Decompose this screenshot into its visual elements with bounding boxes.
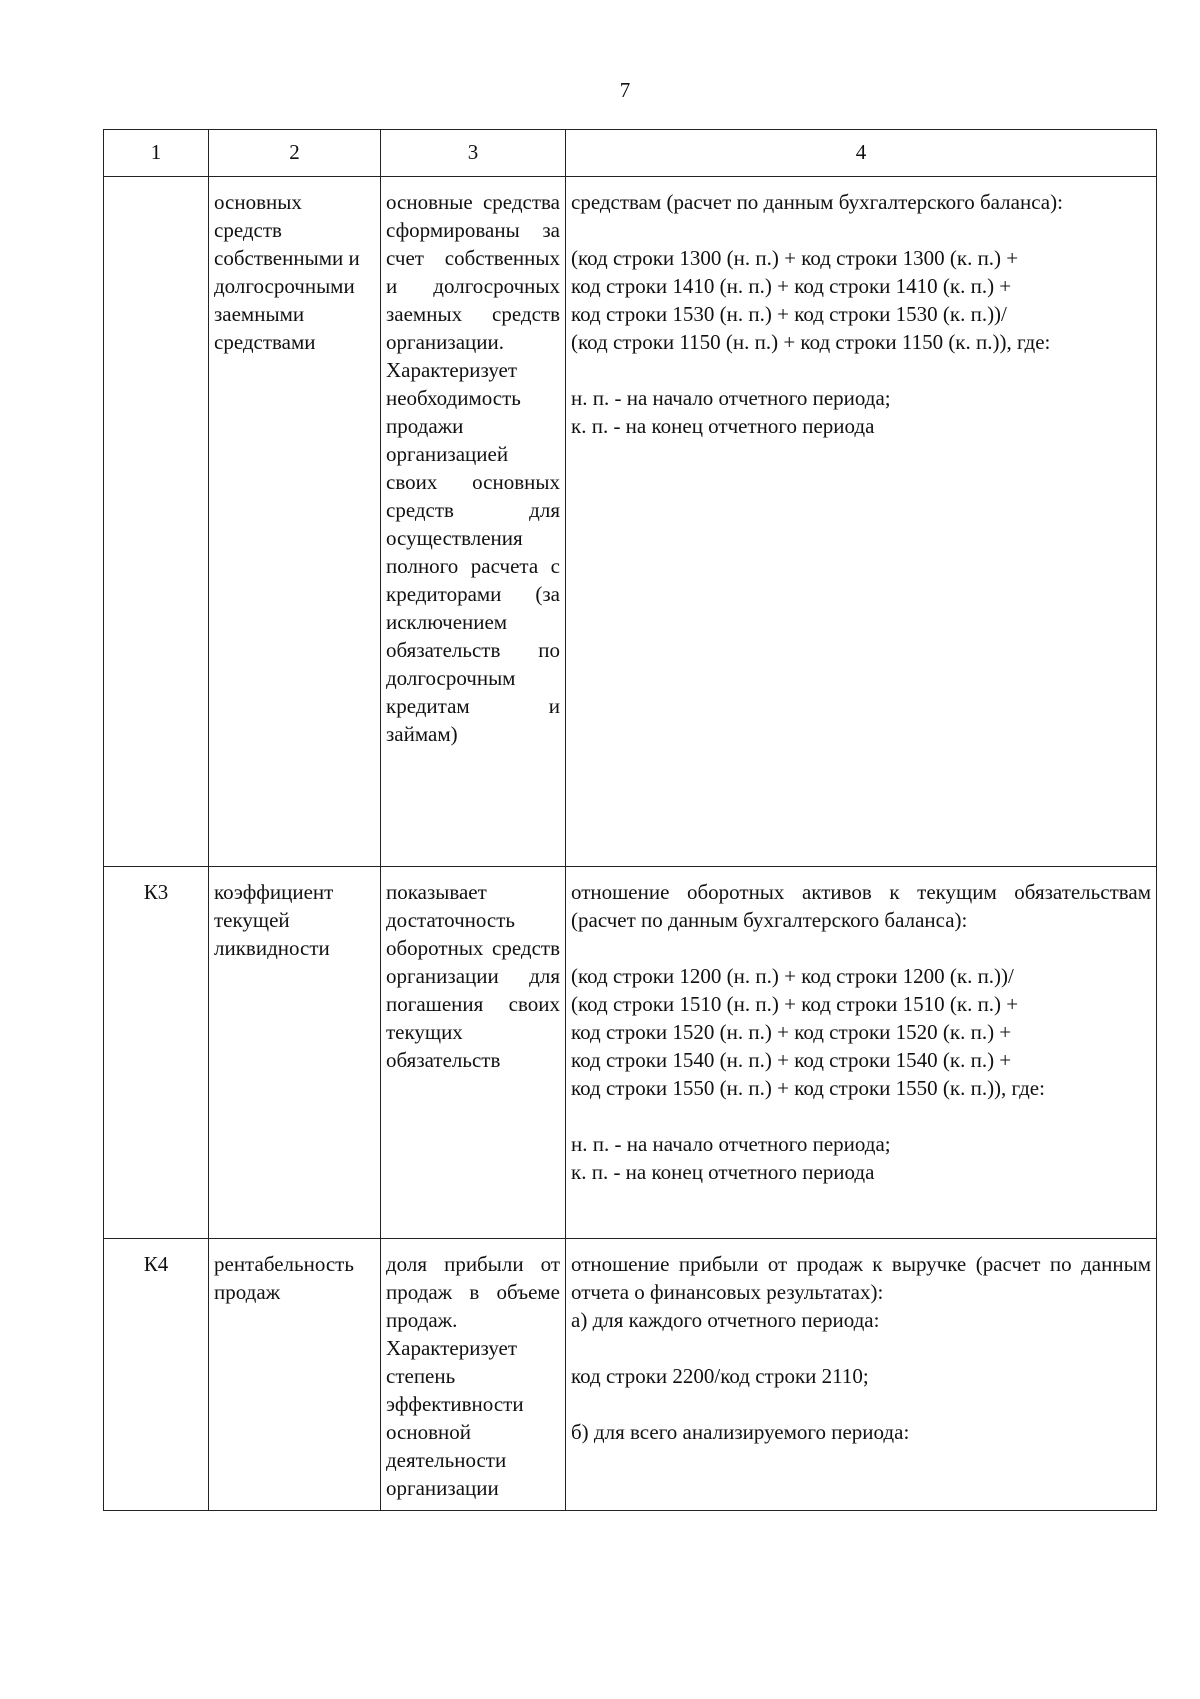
formula-line: код строки 1540 (н. п.) + код строки 1540 (к. п.) + [571,1048,1012,1072]
header-col-1: 1 [104,130,209,177]
indicator-code [104,177,209,867]
indicator-calculation [566,867,1157,1239]
calc-item-b: б) для всего анализируемого периода: [571,1420,910,1444]
indicator-name: основных средств собственными и долгосрочными заемными средствами [209,177,381,867]
indicator-description: показывает достаточность оборотных средств организации для погашения своих текущих обязательств [381,867,566,1239]
formula-line: код строки 1520 (н. п.) + код строки 1520 (к. п.) + [571,1020,1012,1044]
indicators-table [103,129,1157,1511]
table-row [104,177,1157,867]
indicator-calculation [566,177,1157,867]
formula-line: (код строки 1150 (н. п.) + код строки 1150 (к. п.)), где: [571,330,1051,354]
formula-line: (код строки 1510 (н. п.) + код строки 1510 (к. п.) + [571,992,1019,1016]
indicator-code: К4 [104,1239,209,1511]
formula-line: код строки 1530 (н. п.) + код строки 1530 (к. п.))/ [571,302,1007,326]
formula-line: код строки 2200/код строки 2110; [571,1364,869,1388]
calc-intro: отношение оборотных активов к текущим обязательствам (расчет по данным бухгалтерского баланса): [571,880,1157,932]
calc-item-a: а) для каждого отчетного периода: [571,1308,880,1332]
table-row [104,867,1157,1239]
indicator-name: рентабельность продаж [209,1239,381,1511]
indicator-calculation [566,1239,1157,1511]
note-line: н. п. - на начало отчетного периода; [571,1132,891,1156]
indicator-description: доля прибыли от продаж в объеме продаж. Характеризует степень эффективности основной деятельности организации [381,1239,566,1511]
note-line: н. п. - на начало отчетного периода; [571,386,891,410]
page-number: 7 [619,78,631,102]
indicator-code: К3 [104,867,209,1239]
indicator-description: основные средства сформированы за счет собственных и долгосрочных заемных средств организации. Характеризует необходимость продажи организацией своих основных средств для осуществления полного расчета с кредиторами (за исключением обязательств по долгосрочным кредитам и займам) [381,177,566,867]
table-header-row [104,130,1157,177]
header-col-2: 2 [209,130,381,177]
calc-intro: средствам (расчет по данным бухгалтерского баланса): [571,190,1063,214]
formula-line: (код строки 1300 (н. п.) + код строки 1300 (к. п.) + [571,246,1019,270]
formula-line: код строки 1550 (н. п.) + код строки 1550 (к. п.)), где: [571,1076,1045,1100]
note-line: к. п. - на конец отчетного периода [571,1160,875,1184]
calc-intro: отношение прибыли от продаж к выручке (расчет по данным отчета о финансовых результатах): [571,1252,1157,1304]
formula-line: (код строки 1200 (н. п.) + код строки 1200 (к. п.))/ [571,964,1014,988]
note-line: к. п. - на конец отчетного периода [571,414,875,438]
table-row [104,1239,1157,1511]
formula-line: код строки 1410 (н. п.) + код строки 1410 (к. п.) + [571,274,1012,298]
indicator-name: коэффициент текущей ликвидности [209,867,381,1239]
header-col-4: 4 [566,130,1157,177]
header-col-3: 3 [381,130,566,177]
